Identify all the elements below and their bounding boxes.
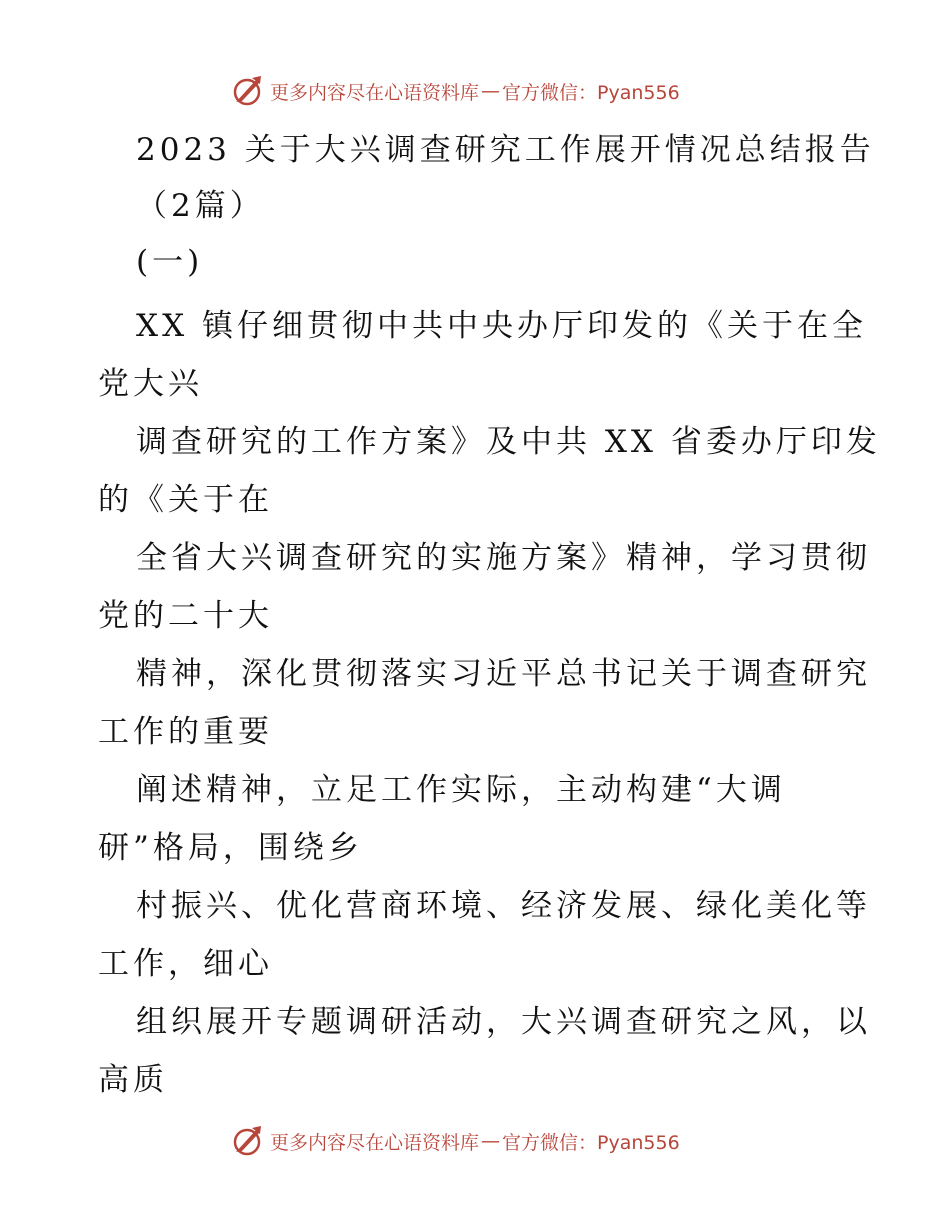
- header-watermark: [230, 74, 750, 108]
- body-line: 精神，深化贯彻落实习近平总书记关于调查研究: [136, 656, 871, 692]
- watermark-contact: 官方微信：Pyan556: [502, 81, 680, 104]
- body-line: 党的二十大: [98, 598, 273, 634]
- body-line: 全省大兴调查研究的实施方案》精神，学习贯彻: [136, 540, 871, 576]
- body-line: 调查研究的工作方案》及中共 XX 省委办厅印发: [136, 424, 881, 460]
- body-line: 阐述精神，立足工作实际，主动构建“大调: [136, 772, 786, 808]
- body-line: 高质: [98, 1062, 168, 1098]
- quill-logo-icon: [230, 74, 264, 108]
- document-title-line-1: 2023 关于大兴调查研究工作展开情况总结报告: [136, 132, 875, 168]
- body-line: 村振兴、优化营商环境、经济发展、绿化美化等: [136, 888, 871, 924]
- body-line: 组织展开专题调研活动，大兴调查研究之风，以: [136, 1004, 871, 1040]
- quill-logo-icon: [230, 1124, 264, 1158]
- body-line: 的《关于在: [98, 482, 273, 518]
- watermark-separator: —: [481, 1130, 501, 1152]
- body-line: 研”格局，围绕乡: [98, 830, 363, 866]
- watermark-site: 更多内容尽在心语资料库: [270, 81, 480, 104]
- body-line: 工作，细心: [98, 946, 273, 982]
- section-marker: (一): [136, 244, 204, 280]
- body-line: XX 镇仔细贯彻中共中央办厅印发的《关于在全: [136, 308, 867, 344]
- footer-watermark: [230, 1124, 750, 1158]
- watermark-separator: —: [481, 80, 501, 102]
- document-title-line-2: （2篇）: [136, 188, 265, 224]
- body-line: 工作的重要: [98, 714, 273, 750]
- watermark-contact: 官方微信：Pyan556: [502, 1131, 680, 1154]
- watermark-site: 更多内容尽在心语资料库: [270, 1131, 480, 1154]
- body-line: 党大兴: [98, 366, 203, 402]
